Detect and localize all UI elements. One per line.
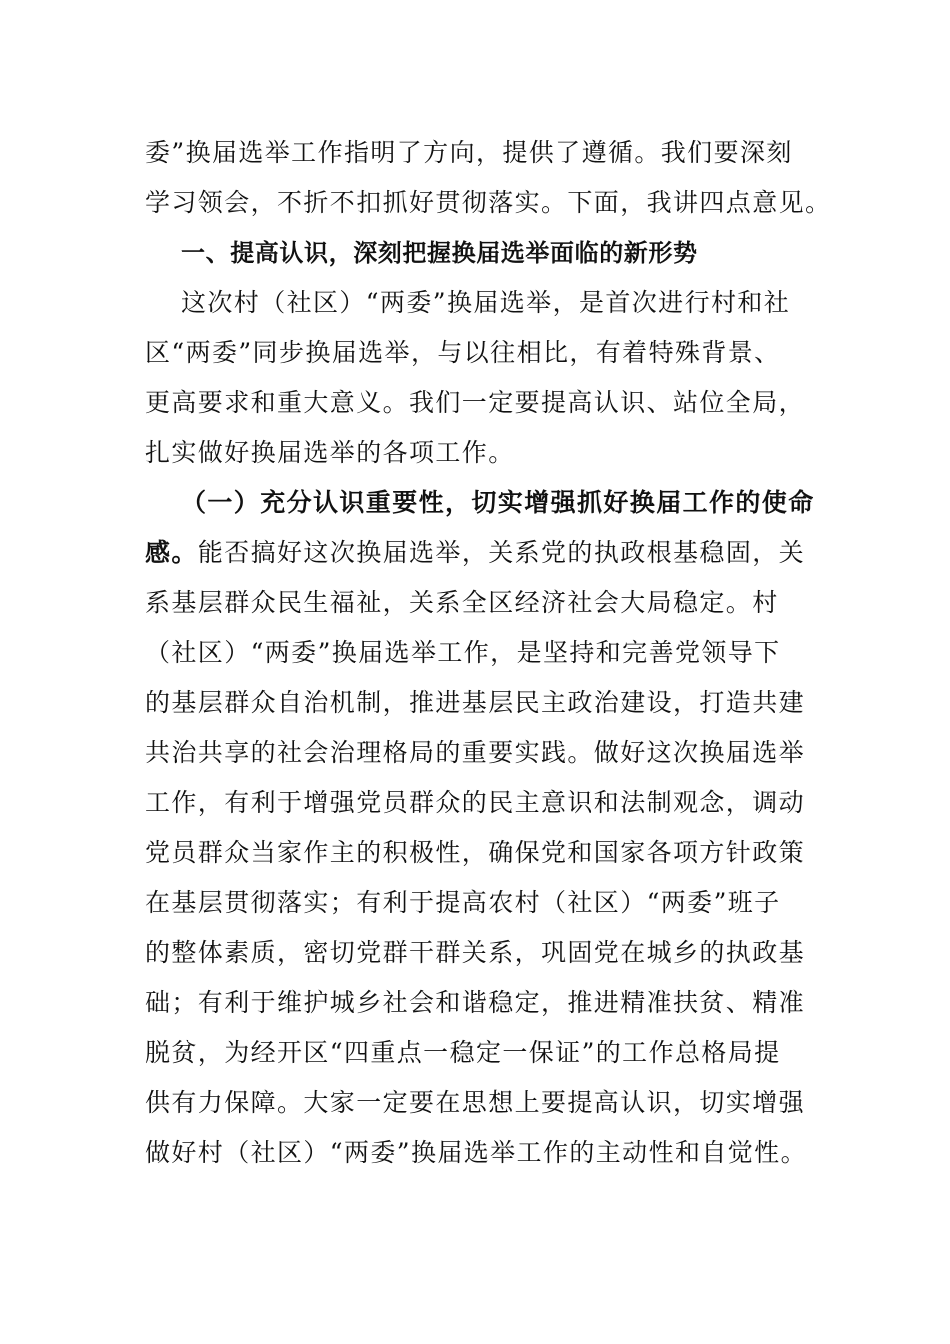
section-heading: 一、提高认识，深刻把握换届选举面临的新形势	[181, 239, 698, 267]
body-line	[145, 528, 815, 578]
body-line: 委”换届选举工作指明了方向，提供了遵循。我们要深刻	[145, 138, 793, 167]
document-body	[145, 128, 832, 1178]
body-line: 系基层群众民生福祉，关系全区经济社会大局稳定。村	[145, 588, 779, 617]
body-line: 学习领会，不折不扣抓好贯彻落实。下面，我讲四点意见。	[145, 188, 832, 217]
body-line: 的基层群众自治机制，推进基层民主政治建设，打造共建	[145, 688, 806, 717]
body-line: 供有力保障。大家一定要在思想上要提高认识，切实增强	[145, 1088, 806, 1117]
body-line: 做好村（社区）“两委”换届选举工作的主动性和自觉性。	[145, 1138, 807, 1167]
body-line: 在基层贯彻落实；有利于提高农村（社区）“两委”班子	[145, 888, 781, 917]
body-line: 共治共享的社会治理格局的重要实践。做好这次换届选举	[145, 738, 806, 767]
body-line: 党员群众当家作主的积极性，确保党和国家各项方针政策	[145, 838, 806, 867]
body-line: 础；有利于维护城乡社会和谐稳定，推进精准扶贫、精准	[145, 988, 806, 1017]
body-line: 这次村（社区）“两委”换届选举，是首次进行村和社	[181, 288, 791, 317]
subsection-heading-end: 感。	[145, 538, 198, 567]
body-line: 扎实做好换届选举的各项工作。	[145, 438, 515, 467]
body-text: 能否搞好这次换届选举，关系党的执政根基稳固，关	[197, 538, 806, 567]
body-line: 区“两委”同步换届选举，与以往相比，有着特殊背景、	[145, 338, 781, 367]
body-line: 的整体素质，密切党群干群关系，巩固党在城乡的执政基	[145, 938, 806, 967]
body-line: 工作，有利于增强党员群众的民主意识和法制观念，调动	[145, 788, 806, 817]
subsection-heading: （一）充分认识重要性，切实增强抓好换届工作的使命	[181, 488, 815, 517]
subsection-heading-line	[145, 478, 815, 528]
body-line: 更高要求和重大意义。我们一定要提高认识、站位全局，	[145, 388, 806, 417]
body-line: （社区）“两委”换届选举工作，是坚持和完善党领导下	[145, 638, 781, 667]
body-line: 脱贫，为经开区“四重点一稳定一保证”的工作总格局提	[145, 1038, 781, 1067]
